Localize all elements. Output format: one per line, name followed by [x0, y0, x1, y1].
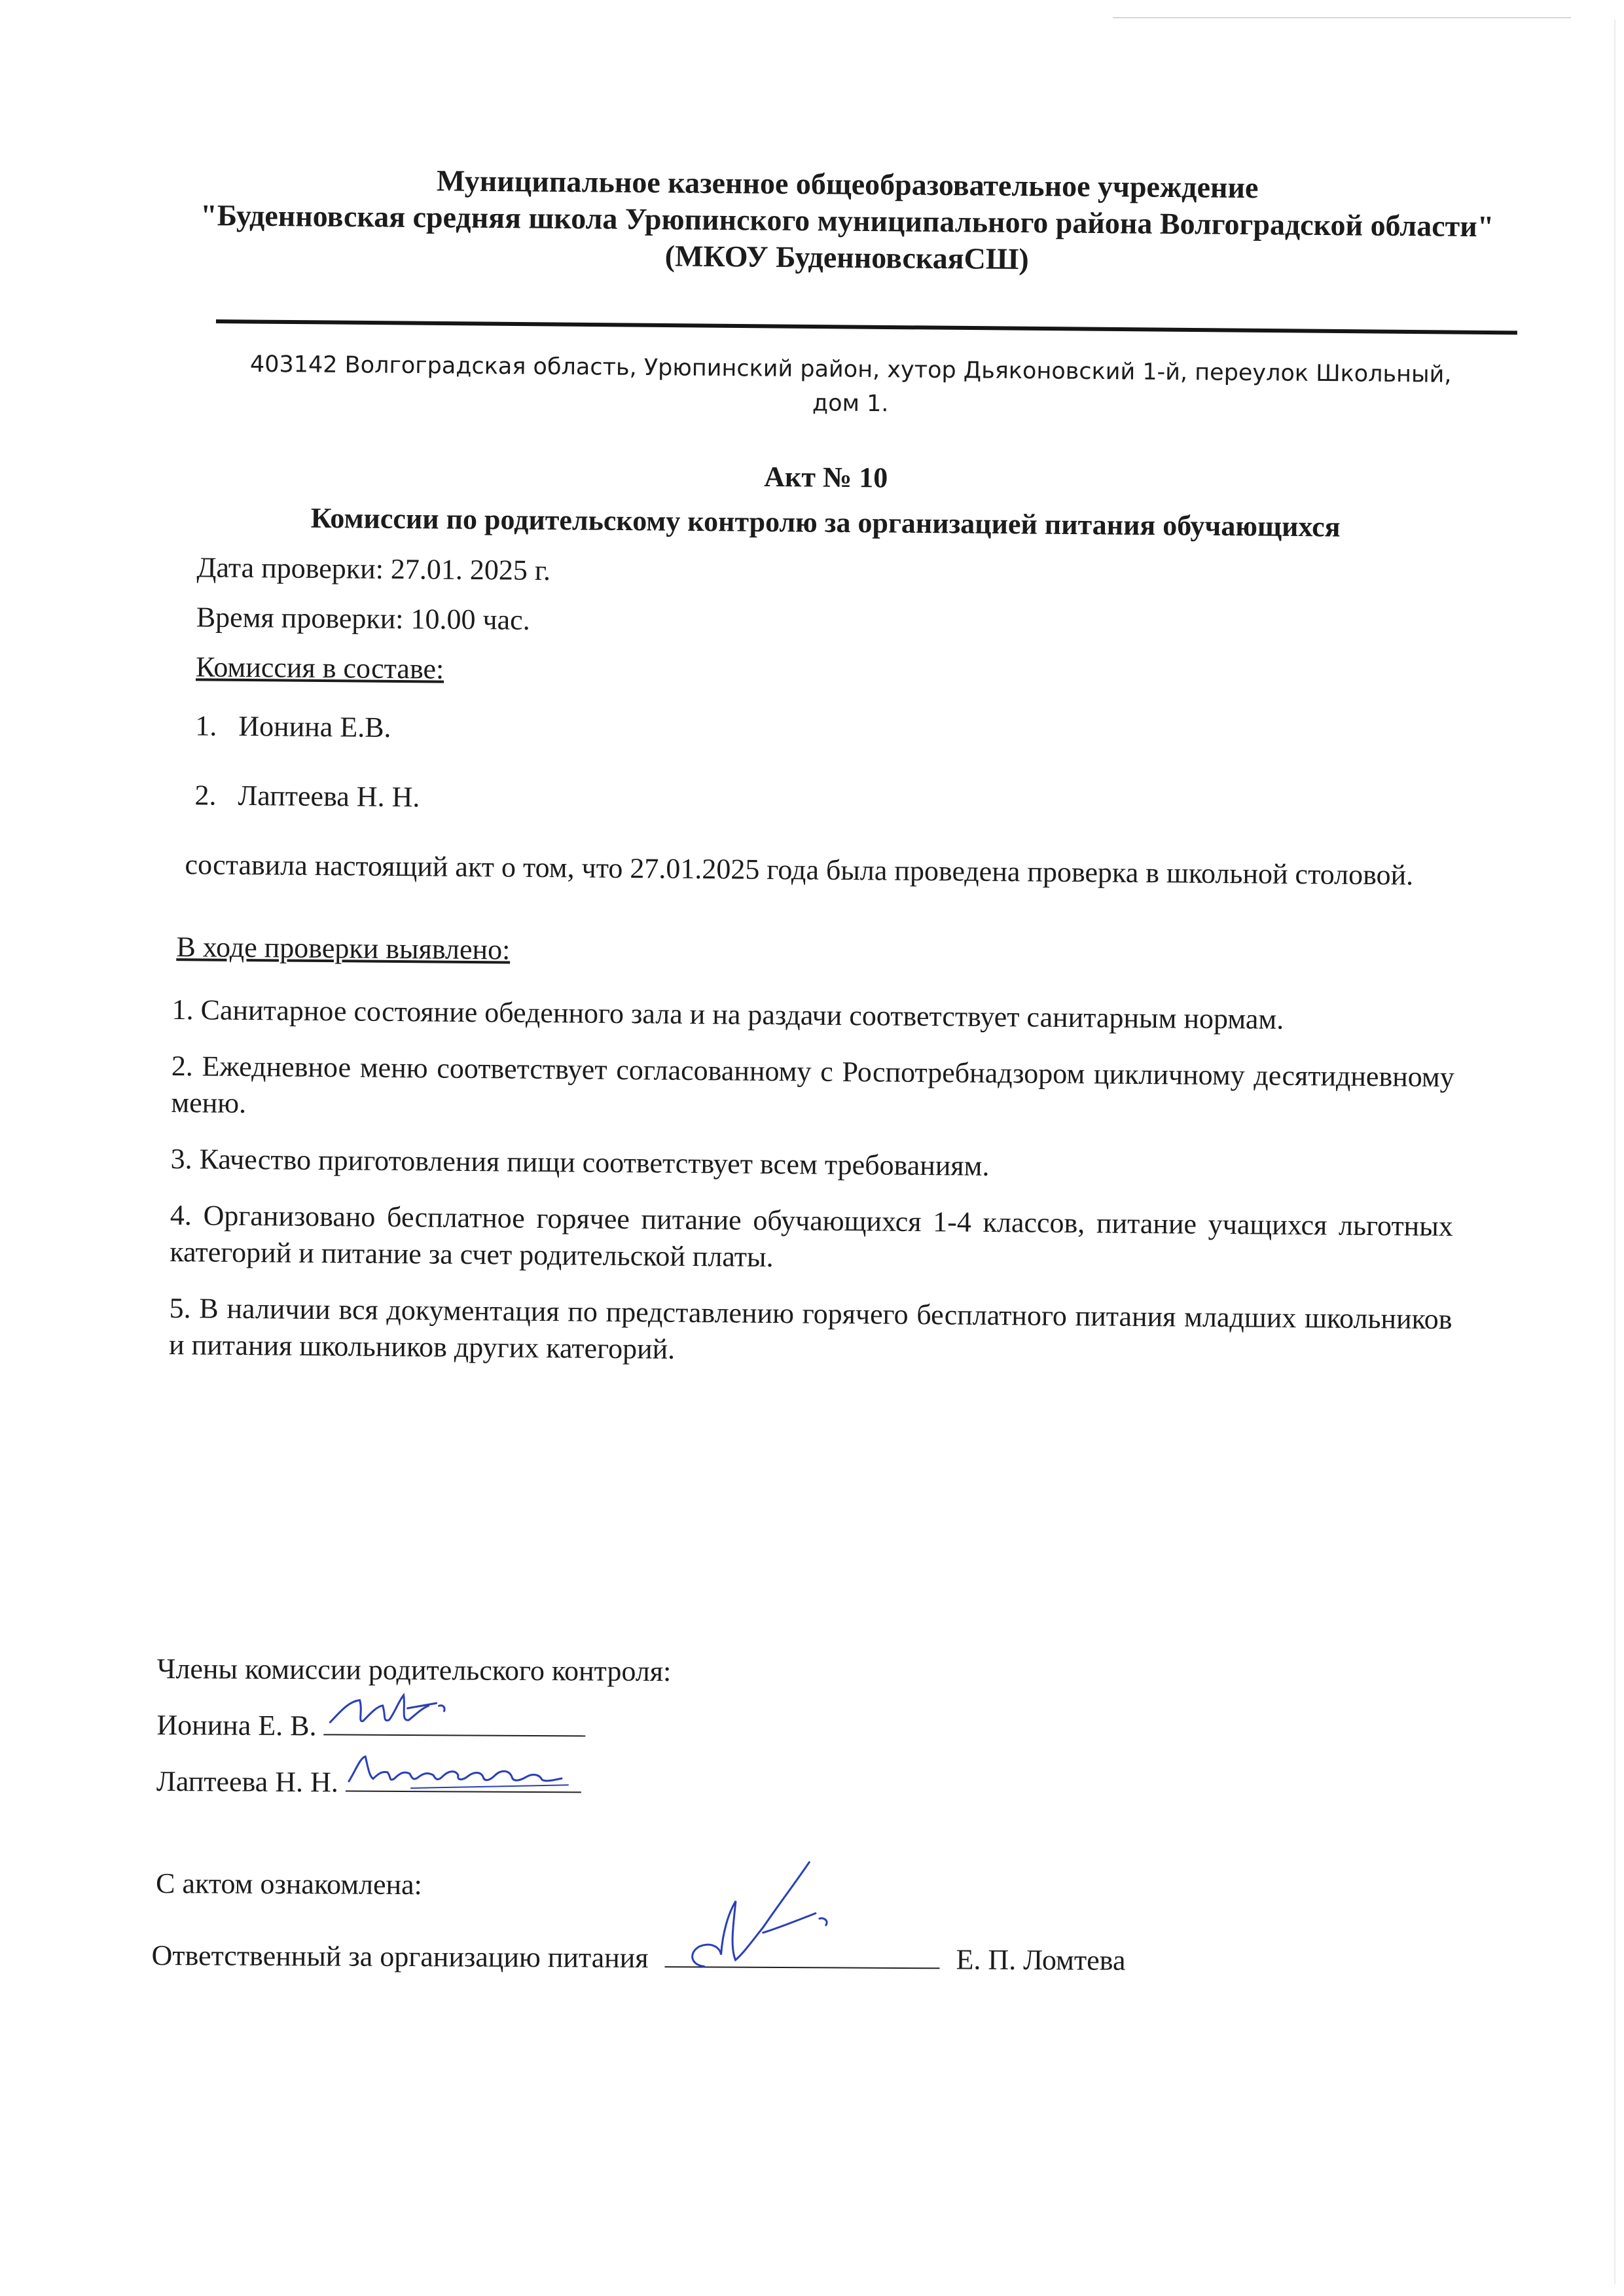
list-item: [194, 777, 1477, 825]
member-list: [194, 708, 1478, 825]
act-subtitle: Комиссии по родительскому контролю за организацией питания обучающихся: [310, 501, 1341, 543]
address-block: [196, 347, 1506, 426]
finding-item: 5. В наличии вся документация по представлению горячего бесплатного питания младших школьников и питания школьников других категорий.: [168, 1292, 1453, 1365]
handwritten-signature-icon: [346, 1738, 581, 1799]
finding-item: 4. Организовано бесплатное горячее питание обучающихся 1-4 классов, питание учащихся льготных категорий и питание за счет родительской платы.: [170, 1199, 1454, 1274]
header-line-2: "Буденновская средняя школа Урюпинского муниципального района Волгоградской области": [200, 198, 1494, 243]
handwritten-signature-icon: [664, 1855, 940, 1987]
acknowledged-label: С актом ознакомлена:: [155, 1867, 422, 1901]
inspection-time: Время проверки: 10.00 час.: [196, 601, 530, 636]
signature-row-member-2: [156, 1762, 1400, 1808]
act-number: Акт № 10: [764, 460, 888, 494]
findings-label: В ходе проверки выявлено:: [176, 931, 511, 966]
list-number: 2.: [194, 779, 217, 812]
header-line-1: Муниципальное казенное общеобразовательное учреждение: [436, 164, 1259, 205]
finding-item: 2. Ежедневное меню соответствует согласованному с Роспотребнадзором цикличному десятидневному меню.: [171, 1050, 1454, 1120]
findings-list: [169, 992, 1455, 1374]
signature-line: [323, 1708, 585, 1736]
address-line-1: 403142 Волгоградская область, Урюпинский район, хутор Дьяконовский 1-й, переулок Школьный,: [249, 351, 1452, 388]
act-content: [164, 455, 1481, 1394]
signature-block: [151, 1649, 1401, 1982]
handwritten-signature-icon: [323, 1681, 585, 1742]
address-line-2: дом 1.: [812, 390, 889, 418]
document-header: [196, 160, 1499, 281]
member-name: Лаптеева Н. Н.: [238, 779, 420, 814]
list-number: 1.: [195, 709, 217, 742]
scan-edge-line: [1113, 17, 1571, 18]
act-intro: составила настоящий акт о том, что 27.01.2025 года была проведена проверка в школьной столовой.: [185, 848, 1414, 891]
scan-edge-line: [1614, 20, 1615, 2284]
members-label: Члены комиссии родительского контроля:: [156, 1653, 672, 1688]
finding-item: 3. Качество приготовления пищи соответствует всем требованиям.: [170, 1143, 990, 1182]
list-item: [195, 708, 1478, 755]
member-name: Ионина Е.В.: [238, 709, 391, 744]
signature-line: [346, 1765, 581, 1793]
header-divider: [216, 319, 1517, 334]
responsible-row: [151, 1936, 1399, 1982]
responsible-label: Ответственный за организацию питания: [151, 1939, 649, 1974]
header-line-3: (МКОУ БуденновскаяСШ): [664, 239, 1029, 276]
responsible-name: Е. П. Ломтева: [956, 1943, 1126, 1977]
finding-item: 1. Санитарное состояние обеденного зала и на раздачи соответствует санитарным нормам.: [171, 994, 1284, 1035]
signature-row-member-1: [156, 1706, 1400, 1751]
commission-label: Комиссия в составе:: [195, 651, 444, 685]
signer-name: Ионина Е. В.: [156, 1708, 317, 1742]
signer-name: Лаптеева Н. Н.: [156, 1765, 338, 1799]
inspection-date: Дата проверки: 27.01. 2025 г.: [196, 551, 551, 587]
signature-line: [664, 1940, 939, 1969]
